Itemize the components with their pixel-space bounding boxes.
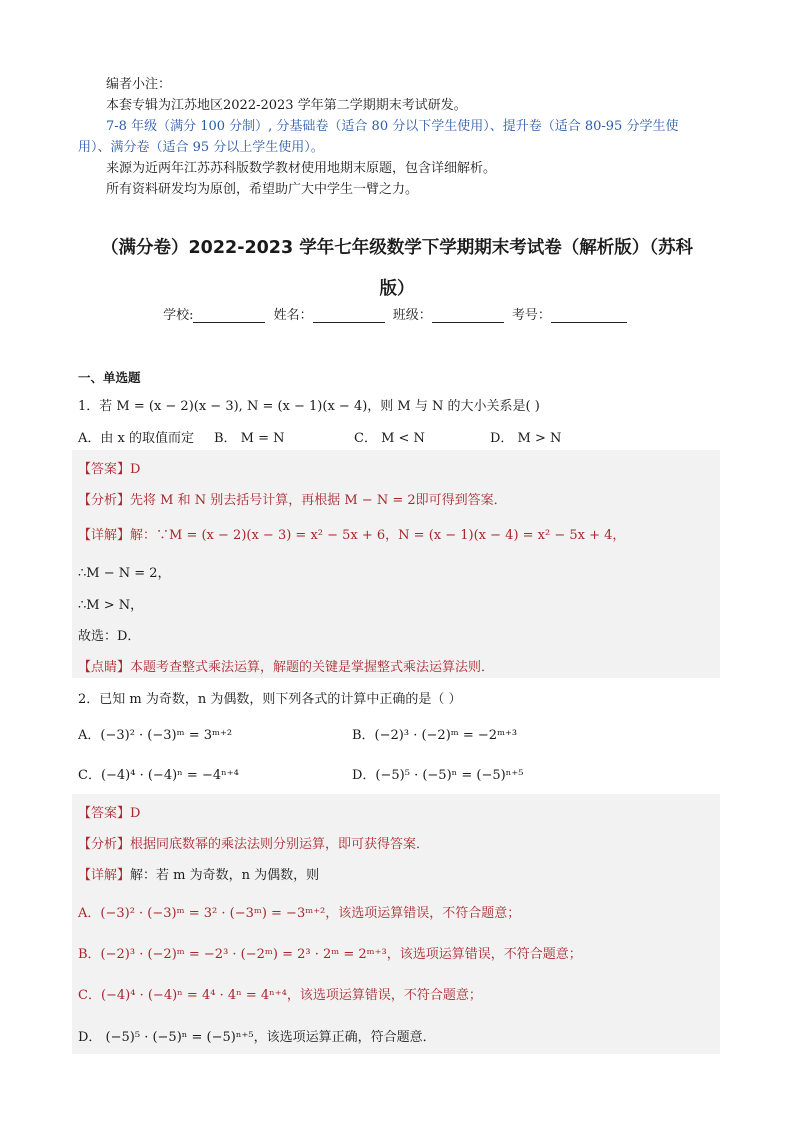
- q1-analysis-text: 先将 M 和 N 别去括号计算，再根据 M − N = 2即可得到答案．: [130, 493, 507, 508]
- q2-detail-tag: 【详解】: [78, 868, 131, 883]
- q2-option-d: D．(−5)⁵ · (−5)ⁿ = (−5)ⁿ⁺⁵: [352, 768, 524, 783]
- q1-option-a: A．由 x 的取值而定: [78, 431, 194, 446]
- q1-step-1: ∴M − N = 2，: [78, 566, 171, 581]
- q2-answer-value: D: [130, 806, 141, 821]
- q1-answer: [78, 458, 140, 477]
- q2-detail-b: [78, 943, 582, 962]
- q2-detail-d-text: D． (−5)⁵ · (−5)ⁿ = (−5)ⁿ⁺⁵，该选项运算正确，符合题意．: [78, 1030, 436, 1045]
- name-blank[interactable]: [313, 307, 385, 323]
- q1-detail: [78, 524, 625, 543]
- exam-no-blank[interactable]: [551, 307, 627, 323]
- exam-no-label: 考号：: [511, 308, 551, 323]
- title-line-1: （满分卷）2022-2023 学年七年级数学下学期期末考试卷（解析版）（苏科: [100, 238, 694, 258]
- q2-answer-tag: 【答案】: [78, 806, 131, 821]
- note-line-4: 所有资料研发均为原创，希望助广大中学生一臂之力。: [106, 182, 419, 197]
- q1-step-2: ∴M > N，: [78, 598, 144, 613]
- q2-analysis: [78, 833, 429, 852]
- q1-comment-text: 本题考查整式乘法运算，解题的关键是掌握整式乘法运算法则．: [130, 660, 495, 675]
- q1-option-d: D． M > N: [490, 431, 562, 446]
- q1-option-b: B． M = N: [214, 431, 285, 446]
- q1-option-c: C． M < N: [354, 431, 425, 446]
- q2-stem: 2．已知 m 为奇数，n 为偶数，则下列各式的计算中正确的是（ ）: [78, 692, 462, 707]
- school-blank[interactable]: [193, 307, 265, 323]
- q2-detail-b-text: B．(−2)³ · (−2)ᵐ = −2³ · (−2ᵐ) = 2³ · 2ᵐ = 2ᵐ⁺³，该选项运算错误，不符合题意；: [78, 947, 582, 962]
- note-line-3: 来源为近两年江苏苏科版数学教材使用地期末原题，包含详细解析。: [106, 161, 497, 176]
- q1-stem: 1．若 M = (x − 2)(x − 3), N = (x − 1)(x − 4)，则 M 与 N 的大小关系是( ): [78, 399, 540, 414]
- q1-detail-tag: 【详解】: [78, 528, 131, 543]
- q2-detail-d: [78, 1026, 436, 1045]
- note-line-2: [78, 116, 720, 137]
- q2-detail: [78, 864, 319, 883]
- q2-option-b: B．(−2)³ · (−2)ᵐ = −2ᵐ⁺³: [352, 728, 518, 743]
- q2-analysis-text: 根据同底数幂的乘法法则分别运算，即可获得答案．: [130, 837, 430, 852]
- q1-comment: [78, 656, 494, 675]
- q1-answer-value: D: [130, 462, 141, 477]
- q1-choice: 故选：D．: [78, 629, 141, 644]
- name-label: 姓名：: [273, 308, 313, 323]
- note-line-2b: 用）、满分卷（适合 95 分以上学生使用）。: [78, 140, 324, 155]
- q2-option-c: C．(−4)⁴ · (−4)ⁿ = −4ⁿ⁺⁴: [78, 768, 239, 783]
- note-heading: 编者小注：: [106, 77, 172, 92]
- q2-answer: [78, 802, 140, 821]
- q2-detail-a-text: A．(−3)² · (−3)ᵐ = 3² · (−3ᵐ) = −3ᵐ⁺²，该选项运算错误，不符合题意；: [78, 906, 521, 921]
- q1-answer-tag: 【答案】: [78, 462, 131, 477]
- note-line-1: 本套专辑为江苏地区2022-2023 学年第二学期期末考试研发。: [106, 98, 467, 113]
- q1-comment-tag: 【点睛】: [78, 660, 131, 675]
- q2-detail-text: 解：若 m 为奇数，n 为偶数，则: [130, 868, 320, 883]
- school-label: 学校:: [163, 308, 194, 323]
- note-line-2a: 7-8 年级（满分 100 分制）, 分基础卷（适合 80 分以下学生使用）、提升卷（适合 80-95 分学生使: [106, 119, 679, 134]
- q2-analysis-tag: 【分析】: [78, 837, 131, 852]
- q2-option-a: A．(−3)² · (−3)ᵐ = 3ᵐ⁺²: [78, 728, 233, 743]
- q1-detail-text: 解：∵M = (x − 2)(x − 3) = x² − 5x + 6，N = (x − 1)(x − 4) = x² − 5x + 4，: [130, 528, 626, 543]
- editor-note: [78, 74, 720, 200]
- class-label: 班级：: [392, 308, 432, 323]
- info-fields: [0, 304, 794, 323]
- title-line-2: 版）: [379, 279, 415, 299]
- q2-detail-a: [78, 902, 520, 921]
- q2-detail-c-text: C．(−4)⁴ · (−4)ⁿ = 4⁴ · 4ⁿ = 4ⁿ⁺⁴，该选项运算错误，不符合题意；: [78, 988, 482, 1003]
- section-heading: 一、单选题: [78, 370, 141, 385]
- page-title: [60, 228, 734, 310]
- q1-analysis: [78, 489, 507, 508]
- q1-analysis-tag: 【分析】: [78, 493, 131, 508]
- q2-detail-c: [78, 984, 482, 1003]
- class-blank[interactable]: [432, 307, 504, 323]
